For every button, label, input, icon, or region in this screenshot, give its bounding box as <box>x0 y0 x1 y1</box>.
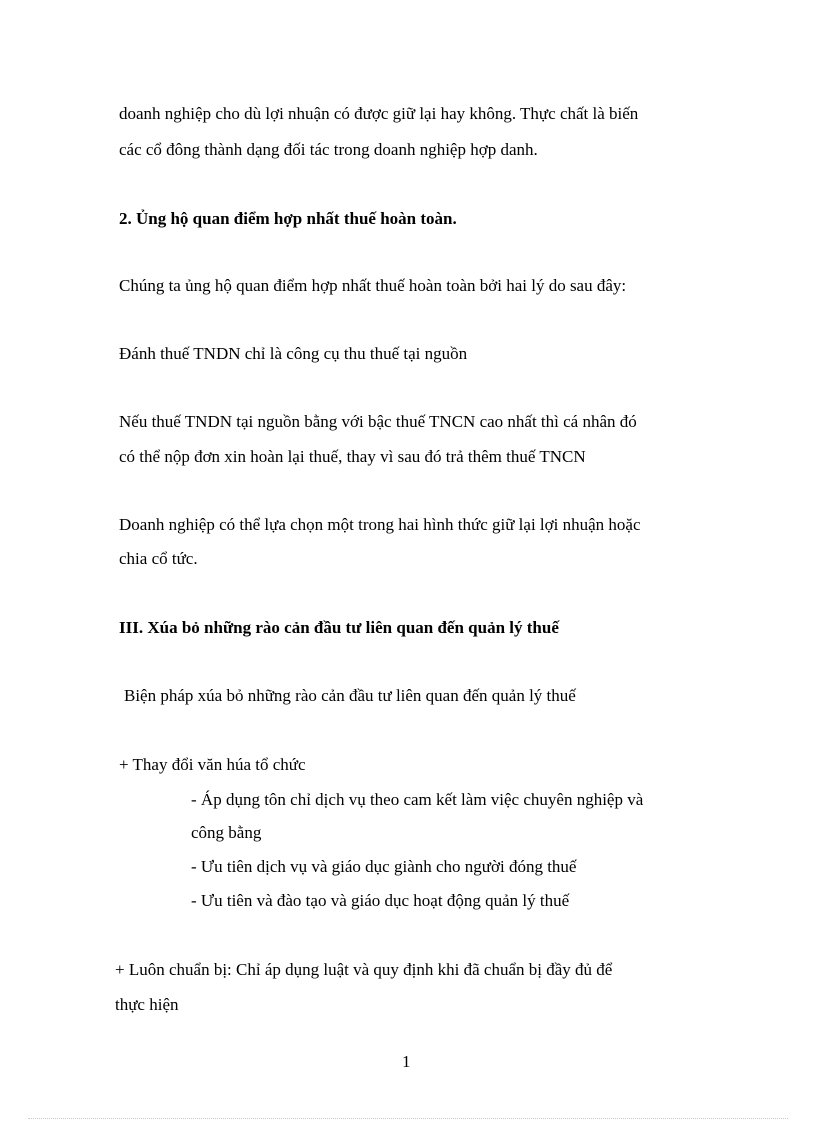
list-item: + Thay đổi văn húa tổ chức <box>119 755 306 774</box>
paragraph-line: Doanh nghiệp có thể lựa chọn một trong hai hình thức giữ lại lợi nhuận hoặc <box>119 515 641 534</box>
paragraph-line: các cổ đông thành dạng đối tác trong doanh nghiệp hợp danh. <box>119 140 538 159</box>
paragraph-line: Biện pháp xúa bỏ những rào cản đầu tư liên quan đến quản lý thuế <box>124 686 576 705</box>
page-number: 1 <box>402 1052 411 1071</box>
page-bottom-divider <box>28 1118 788 1119</box>
list-subitem: công bằng <box>191 823 262 842</box>
list-subitem: - Áp dụng tôn chỉ dịch vụ theo cam kết làm việc chuyên nghiệp và <box>191 790 644 809</box>
list-subitem: - Ưu tiên và đào tạo và giáo dục hoạt động quản lý thuế <box>191 891 570 910</box>
paragraph-line: Nếu thuế TNDN tại nguồn bằng với bậc thuế TNCN cao nhất thì cá nhân đó <box>119 412 637 431</box>
list-subitem: - Ưu tiên dịch vụ và giáo dục giành cho người đóng thuế <box>191 857 577 876</box>
paragraph-line: Chúng ta ủng hộ quan điểm hợp nhất thuế hoàn toàn bởi hai lý do sau đây: <box>119 276 627 295</box>
paragraph-line: chia cổ tức. <box>119 549 198 568</box>
list-item: thực hiện <box>115 995 179 1014</box>
section-heading: III. Xúa bỏ những rào cản đầu tư liên quan đến quản lý thuế <box>119 618 559 637</box>
list-item: + Luôn chuẩn bị: Chỉ áp dụng luật và quy định khi đã chuẩn bị đầy đủ để <box>115 960 613 979</box>
section-heading: 2. Ủng hộ quan điểm hợp nhất thuế hoàn toàn. <box>119 209 457 228</box>
paragraph-line: Đánh thuế TNDN chỉ là công cụ thu thuế tại nguồn <box>119 344 468 363</box>
paragraph-line: có thể nộp đơn xin hoàn lại thuế, thay vì sau đó trả thêm thuế TNCN <box>119 447 586 466</box>
paragraph-line: doanh nghiệp cho dù lợi nhuận có được giữ lại hay không. Thực chất là biến <box>119 104 639 123</box>
